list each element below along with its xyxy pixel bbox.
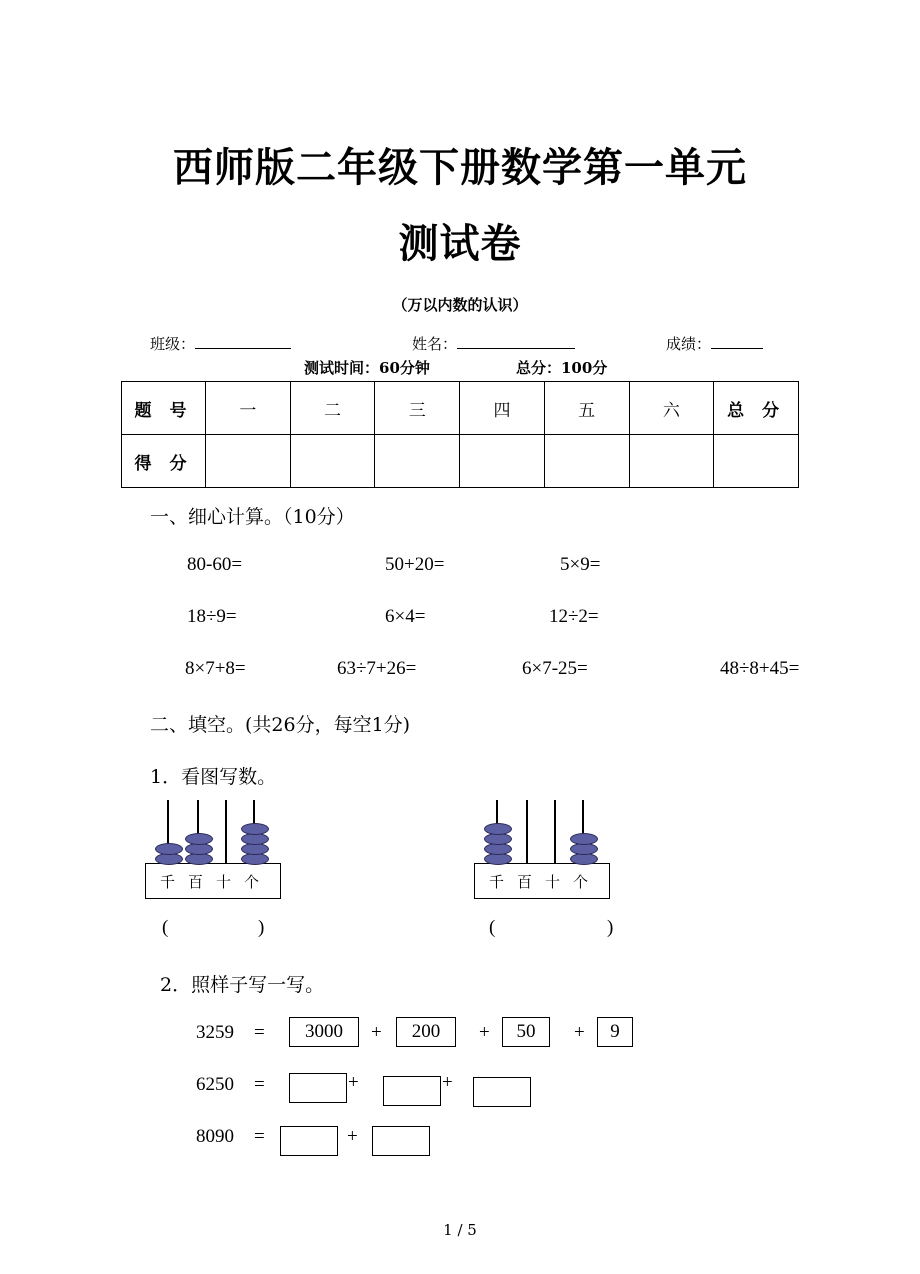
plus-sign: + — [574, 1022, 585, 1043]
abacus-rod-tens — [225, 800, 227, 864]
score-cell[interactable] — [714, 435, 799, 488]
score-cell[interactable] — [460, 435, 545, 488]
abacus-label-ones: 个 — [244, 872, 260, 891]
total-score: 总分：100分 — [516, 359, 608, 377]
page-title-line2: 测试卷 — [398, 220, 522, 267]
name-field — [412, 333, 575, 354]
page-title-line1: 西师版二年级下册数学第一单元 — [173, 144, 747, 191]
abacus-base — [145, 863, 281, 899]
answer-box[interactable] — [372, 1126, 430, 1156]
class-label: 班级： — [150, 335, 196, 353]
abacus-bead — [570, 833, 598, 845]
score-cell[interactable] — [544, 435, 629, 488]
abacus-bead — [484, 823, 512, 835]
score-field — [666, 333, 763, 354]
answer-blank-2[interactable] — [507, 918, 605, 940]
question-1-label: 1．看图写数。 — [150, 766, 277, 788]
equals-sign: = — [254, 1022, 265, 1043]
calc-item: 50+20= — [385, 554, 445, 575]
abacus-label-ones: 个 — [573, 872, 589, 891]
plus-sign: + — [479, 1022, 490, 1043]
question-number: 8090 — [196, 1126, 234, 1147]
answer-box[interactable] — [289, 1073, 347, 1103]
answer-box[interactable] — [280, 1126, 338, 1156]
calc-item: 6×4= — [385, 606, 426, 627]
section1-heading: 一、细心计算。（10分） — [150, 506, 355, 528]
score-cell[interactable] — [629, 435, 714, 488]
name-blank[interactable] — [457, 334, 575, 349]
abacus-label-hundreds: 百 — [517, 872, 533, 891]
calc-item: 6×7-25= — [522, 658, 588, 679]
page-subtitle: （万以内数的认识） — [392, 296, 528, 314]
calc-item: 80-60= — [187, 554, 243, 575]
abacus-rod-tens — [554, 800, 556, 864]
answer-paren-close: ) — [607, 917, 614, 938]
plus-sign: + — [348, 1072, 359, 1093]
answer-paren-close: ) — [258, 917, 265, 938]
answer-paren-open: ( — [162, 917, 169, 938]
score-blank[interactable] — [711, 334, 763, 349]
example-box-thousands: 3000 — [289, 1017, 359, 1047]
class-field — [150, 333, 291, 354]
abacus-label-thousands: 千 — [489, 872, 505, 891]
plus-sign: + — [371, 1022, 382, 1043]
abacus-label-hundreds: 百 — [188, 872, 204, 891]
score-header-cell: 三 — [375, 382, 460, 435]
test-time: 测试时间：60分钟 — [304, 359, 430, 377]
equals-sign: = — [254, 1126, 265, 1147]
abacus-bead — [155, 843, 183, 855]
question-number: 6250 — [196, 1074, 234, 1095]
score-cell[interactable] — [290, 435, 375, 488]
answer-box[interactable] — [473, 1077, 531, 1107]
score-table-header-row — [122, 382, 799, 435]
score-header-cell: 五 — [544, 382, 629, 435]
example-box-tens: 50 — [502, 1017, 550, 1047]
abacus-bead — [241, 823, 269, 835]
score-header-cell: 六 — [629, 382, 714, 435]
abacus-label-thousands: 千 — [160, 872, 176, 891]
abacus-rod-hundreds — [526, 800, 528, 864]
section2-heading: 二、填空。(共26分，每空1分) — [150, 714, 411, 736]
score-cell[interactable] — [206, 435, 291, 488]
abacus-base — [474, 863, 610, 899]
example-number: 3259 — [196, 1022, 234, 1043]
score-table — [121, 381, 799, 488]
score-header-cell: 总 分 — [714, 382, 799, 435]
calc-item: 12÷2= — [549, 606, 599, 627]
score-header-cell: 一 — [206, 382, 291, 435]
abacus-label-tens: 十 — [216, 872, 232, 891]
abacus-bead — [185, 833, 213, 845]
calc-item: 5×9= — [560, 554, 601, 575]
score-label: 成绩： — [666, 335, 712, 353]
calc-item: 48÷8+45= — [720, 658, 800, 679]
calc-item: 63÷7+26= — [337, 658, 417, 679]
question-2-label: 2．照样子写一写。 — [160, 974, 325, 996]
calc-item: 18÷9= — [187, 606, 237, 627]
class-blank[interactable] — [195, 334, 291, 349]
abacus-label-tens: 十 — [545, 872, 561, 891]
score-cell[interactable] — [375, 435, 460, 488]
example-box-hundreds: 200 — [396, 1017, 456, 1047]
score-header-cell: 四 — [460, 382, 545, 435]
answer-box[interactable] — [383, 1076, 441, 1106]
score-table-score-row — [122, 435, 799, 488]
answer-blank-1[interactable] — [180, 918, 258, 940]
score-row-label: 得 分 — [122, 435, 206, 488]
score-header-cell: 二 — [290, 382, 375, 435]
answer-paren-open: ( — [489, 917, 496, 938]
score-header-cell: 题 号 — [122, 382, 206, 435]
example-box-ones: 9 — [597, 1017, 633, 1047]
name-label: 姓名： — [412, 335, 458, 353]
plus-sign: + — [442, 1072, 453, 1093]
equals-sign: = — [254, 1074, 265, 1095]
plus-sign: + — [347, 1126, 358, 1147]
calc-item: 8×7+8= — [185, 658, 246, 679]
page-number: 1 / 5 — [443, 1221, 477, 1239]
